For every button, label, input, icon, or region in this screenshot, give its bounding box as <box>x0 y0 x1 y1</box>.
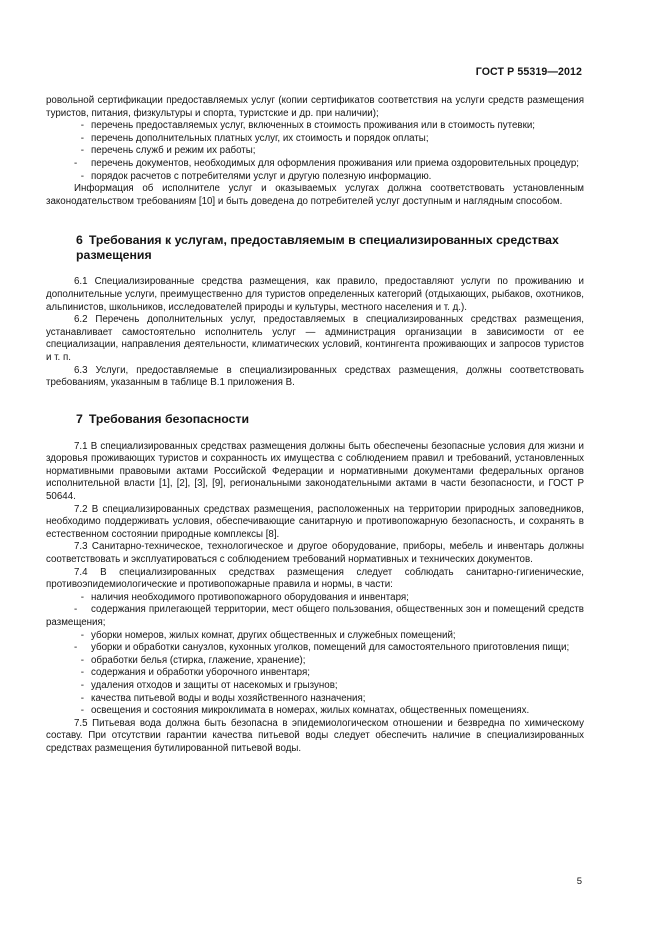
list-item: - наличия необходимого противопожарного оборудования и инвентаря; <box>80 591 409 603</box>
list-item: - уборки и обработки санузлов, кухонных уголков, помещений для самостоятельного приготовления пищи; <box>74 642 570 654</box>
paragraph-6-3: 6.3 Услуги, предоставляемые в специализированных средствах размещения, должны соответствовать требованиям, указанным в таблице В.1 приложения В. <box>46 364 584 389</box>
paragraph-7-3: 7.3 Санитарно-техническое, технологическое и другое оборудование, приборы, мебель и инвентарь должны соответствовать и эксплуатироваться с соблюдением требований нормативных и технических документов. <box>46 541 584 566</box>
list-item: - содержания и обработки уборочного инвентаря; <box>80 667 310 679</box>
paragraph-7-5: 7.5 Питьевая вода должна быть безопасна в эпидемиологическом отношении и безвредна по химическому составу. При отсутствии гарантии качества питьевой воды следует обеспечить наличие в специализированных средствах размещения бутилированной питьевой воды. <box>46 717 584 754</box>
intro-closing: Информация об исполнителе услуг и оказываемых услугах должна соответствовать установленным законодательством требованиям [10] и быть доведена до потребителей услуг доступным и наглядным способом. <box>46 183 584 207</box>
paragraph-7-4: 7.4 В специализированных средствах размещения следует соблюдать санитарно-гигиенические, противоэпидемиологические и противопожарные правила и нормы, в части: <box>46 566 584 591</box>
list-item: - перечень предоставляемых услуг, включенных в стоимость проживания или в стоимость путевки; <box>80 120 536 132</box>
list-item: - перечень служб и режим их работы; <box>80 145 256 157</box>
list-item: - качества питьевой воды и воды хозяйственного назначения; <box>80 692 366 704</box>
list-item: - перечень дополнительных платных услуг, их стоимость и порядок оплаты; <box>80 132 429 144</box>
list-item: - обработки белья (стирка, глажение, хранение); <box>80 654 306 666</box>
list-item: - удаления отходов и защиты от насекомых и грызунов; <box>80 679 338 691</box>
paragraph-6-2: 6.2 Перечень дополнительных услуг, предоставляемых в специализированных средствах размещения, устанавливает самостоятельно исполнитель услуг — администрация организации в зависимости от ее специализации, направления деятельности, климатических условий, контингента проживающих и запросов туристов и т. п. <box>46 314 584 363</box>
section-heading-7: 7 Требования безопасности <box>76 411 250 426</box>
document-body <box>46 95 584 756</box>
page-number: 5 <box>576 876 582 887</box>
list-item: - перечень документов, необходимых для оформления проживания или приема оздоровительных процедур; <box>74 157 579 169</box>
section-heading-6: 6 Требования к услугам, предоставляемым в специализированных средствах размещения <box>76 233 559 263</box>
list-item: - содержания прилегающей территории, мест общего пользования, общественных зон и помещений средств размещения; <box>46 604 584 628</box>
list-item: - порядок расчетов с потребителями услуг и другую полезную информацию. <box>80 170 432 182</box>
list-item: - освещения и состояния микроклимата в номерах, жилых комнатах, общественных помещениях. <box>80 705 530 717</box>
intro-continuation: ровольной сертификации предоставляемых услуг (копии сертификатов соответствия на услуги средств размещения туристов, питания, физкультуры и спорта, туристские и др. при наличии); <box>46 95 584 119</box>
paragraph-7-1: 7.1 В специализированных средствах размещения должны быть обеспечены безопасные условия для жизни и здоровья проживающих туристов и сохранность их имущества с соблюдением правил и требований, установленных нормативными правовыми актами Российской Федерации и нормативными документами федеральных органов исполнительной власти [1], [2], [3], [9], региональными законодательными актами в части безопасности, и ГОСТ Р 50644. <box>46 440 584 503</box>
standard-header: ГОСТ Р 55319—2012 <box>475 66 582 78</box>
paragraph-7-2: 7.2 В специализированных средствах размещения, расположенных на территории природных заповедников, необходимо поддерживать условия, обеспечивающие санитарную и противопожарную безопасность, и сохранять в естественном состоянии природные комплексы [8]. <box>46 503 584 540</box>
list-item: - уборки номеров, жилых комнат, других общественных и служебных помещений; <box>80 629 456 641</box>
paragraph-6-1: 6.1 Специализированные средства размещения, как правило, предоставляют услуги по проживанию и дополнительные услуги, преимущественно для туристов определенных категорий (отдыхающих, рыбаков, охотников, альпинистов, школьников, исследователей природы и культуры, местного населения и т. д.). <box>46 276 584 313</box>
